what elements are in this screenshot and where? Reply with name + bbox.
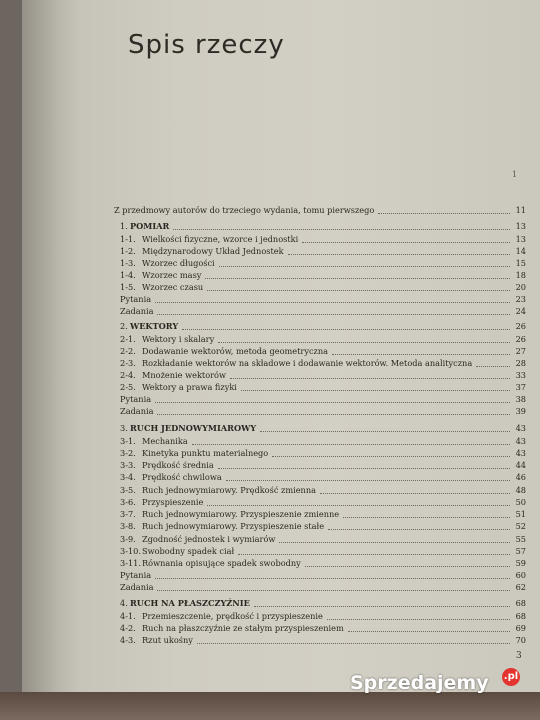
toc-entry-number: 3-7. [120, 509, 136, 519]
toc-entry-row [0, 634, 540, 646]
toc-entry-label: Ruch na płaszczyźnie ze stałym przyspieszeniem [142, 623, 344, 633]
toc-dot-leader [328, 528, 510, 530]
toc-dot-leader [155, 577, 509, 579]
toc-entry-label: Ruch jednowymiarowy. Przyspieszenie zmienne [142, 509, 340, 519]
toc-entry-page: 51 [515, 509, 526, 519]
toc-entry-row [0, 245, 540, 257]
toc-dot-leader [476, 365, 509, 367]
toc-entry-label: Wielkości fizyczne, wzorce i jednostki [142, 234, 299, 244]
toc-entry-row [0, 369, 540, 381]
toc-entry-number: 1-4. [120, 270, 136, 280]
toc-entry-row [0, 496, 540, 508]
toc-dot-leader [155, 301, 509, 303]
toc-entry-row [0, 357, 540, 369]
toc-dot-leader [279, 541, 509, 543]
toc-entry-label: Rzut ukośny [142, 635, 193, 645]
toc-entry-page: 59 [515, 558, 526, 568]
toc-entry-page: 15 [515, 258, 526, 268]
toc-dot-leader [218, 467, 510, 469]
toc-entry-page: 43 [515, 436, 526, 446]
toc-entry-page: 24 [515, 306, 526, 316]
toc-entry-row [0, 459, 540, 471]
toc-entry-page: 69 [515, 623, 526, 633]
toc-entry-label: Zadania [120, 406, 154, 416]
toc-dot-leader [327, 618, 510, 620]
toc-entry-row [0, 557, 540, 569]
toc-entry-label: Rozkładanie wektorów na składowe i dodawanie wektorów. Metoda analityczna [142, 358, 473, 368]
toc-entry-number: 4. [120, 598, 128, 608]
toc-entry-row [0, 545, 540, 557]
toc-entry-page: 23 [515, 294, 526, 304]
toc-entry-row [0, 405, 540, 417]
toc-chapter-row [0, 220, 540, 232]
toc-entry-row [0, 204, 540, 216]
toc-entry-row [0, 581, 540, 593]
toc-entry-row [0, 381, 540, 393]
toc-entry-page: 68 [515, 611, 526, 621]
toc-entry-number: 3-6. [120, 497, 136, 507]
toc-entry-number: 3. [120, 423, 128, 433]
toc-dot-leader [378, 212, 509, 214]
toc-entry-number: 4-3. [120, 635, 136, 645]
toc-entry-page: 52 [515, 521, 526, 531]
toc-entry-page: 33 [515, 370, 526, 380]
toc-entry-label: Kinetyka punktu materialnego [142, 448, 269, 458]
toc-entry-row [0, 610, 540, 622]
toc-entry-page: 37 [515, 382, 526, 392]
toc-entry-row [0, 281, 540, 293]
toc-entry-page: 39 [515, 406, 526, 416]
toc-entry-number: 4-1. [120, 611, 136, 621]
toc-entry-number: 1-3. [120, 258, 136, 268]
page-title: Spis rzeczy [128, 30, 285, 60]
toc-entry-page: 68 [515, 598, 526, 608]
toc-entry-label: Międzynarodowy Układ Jednostek [142, 246, 284, 256]
toc-entry-page: 48 [515, 485, 526, 495]
toc-entry-label: Pytania [120, 394, 152, 404]
toc-dot-leader [192, 443, 510, 445]
page-number: 3 [516, 651, 522, 661]
toc-dot-leader [197, 642, 510, 644]
toc-entry-row [0, 520, 540, 532]
toc-entry-number: 3-4. [120, 472, 136, 482]
toc-dot-leader [157, 413, 509, 415]
toc-entry-label: Zgodność jednostek i wymiarów [142, 534, 276, 544]
toc-entry-page: 13 [515, 221, 526, 231]
toc-entry-row [0, 447, 540, 459]
toc-entry-label: RUCH JEDNOWYMIAROWY [130, 423, 257, 433]
toc-dot-leader [205, 277, 509, 279]
toc-entry-label: Zadania [120, 582, 154, 592]
toc-dot-leader [288, 253, 510, 255]
toc-entry-page: 46 [515, 472, 526, 482]
toc-entry-label: Zadania [120, 306, 154, 316]
toc-entry-row [0, 305, 540, 317]
toc-entry-label: POMIAR [130, 221, 170, 231]
toc-entry-number: 3-1. [120, 436, 136, 446]
toc-entry-label: Przemieszczenie, prędkość i przyspieszenie [142, 611, 323, 621]
toc-entry-number: 1. [120, 221, 128, 231]
toc-entry-label: Z przedmowy autorów do trzeciego wydania, tomu pierwszego [114, 205, 375, 215]
toc-entry-page: 70 [515, 635, 526, 645]
toc-entry-page: 11 [515, 205, 526, 215]
toc-entry-page: 43 [515, 423, 526, 433]
toc-entry-number: 3-2. [120, 448, 136, 458]
toc-entry-number: 1-1. [120, 234, 136, 244]
toc-entry-page: 26 [515, 321, 526, 331]
toc-dot-leader [302, 241, 509, 243]
toc-entry-number: 4-2. [120, 623, 136, 633]
toc-entry-label: Wektory i skalary [142, 334, 215, 344]
toc-dot-leader [241, 389, 510, 391]
toc-entry-label: RUCH NA PŁASZCZYŹNIE [130, 598, 250, 608]
toc-entry-page: 26 [515, 334, 526, 344]
toc-entry-label: Pytania [120, 570, 152, 580]
toc-entry-number: 2-2. [120, 346, 136, 356]
toc-entry-row [0, 484, 540, 496]
watermark-badge: .pl [502, 668, 520, 686]
toc-entry-label: Dodawanie wektorów, metoda geometryczna [142, 346, 329, 356]
toc-entry-number: 1-2. [120, 246, 136, 256]
toc-dot-leader [207, 289, 509, 291]
toc-entry-row [0, 622, 540, 634]
toc-dot-leader [348, 630, 510, 632]
toc-chapter-row [0, 597, 540, 609]
toc-entry-page: 14 [515, 246, 526, 256]
toc-entry-label: WEKTORY [130, 321, 179, 331]
toc-dot-leader [260, 430, 509, 432]
toc-entry-page: 38 [515, 394, 526, 404]
toc-dot-leader [230, 377, 510, 379]
toc-entry-page: 55 [515, 534, 526, 544]
toc-dot-leader [343, 516, 509, 518]
table-surface [0, 692, 540, 720]
toc-dot-leader [332, 353, 510, 355]
toc-entry-row [0, 269, 540, 281]
toc-dot-leader [305, 565, 510, 567]
toc-entry-number: 3-10. [120, 546, 141, 556]
toc-entry-page: 28 [515, 358, 526, 368]
toc-entry-row [0, 471, 540, 483]
toc-dot-leader [182, 328, 509, 330]
toc-entry-page: 27 [515, 346, 526, 356]
toc-entry-number: 3-9. [120, 534, 136, 544]
toc-chapter-row [0, 422, 540, 434]
toc-entry-row [0, 393, 540, 405]
corner-mark: 1 [512, 170, 518, 179]
toc-entry-label: Przyspieszenie [142, 497, 204, 507]
toc-entry-number: 3-11. [120, 558, 141, 568]
toc-entry-label: Swobodny spadek ciał [142, 546, 235, 556]
toc-entry-label: Mechanika [142, 436, 188, 446]
toc-entry-row [0, 257, 540, 269]
toc-entry-label: Mnożenie wektorów [142, 370, 226, 380]
toc-entry-page: 62 [515, 582, 526, 592]
toc-entry-row [0, 333, 540, 345]
toc-entry-label: Ruch jednowymiarowy. Przyspieszenie stałe [142, 521, 325, 531]
toc-dot-leader [207, 504, 509, 506]
toc-entry-label: Ruch jednowymiarowy. Prędkość zmienna [142, 485, 316, 495]
toc-entry-label: Wzorzec masy [142, 270, 202, 280]
toc-entry-row [0, 533, 540, 545]
toc-entry-number: 3-3. [120, 460, 136, 470]
toc-entry-page: 13 [515, 234, 526, 244]
toc-chapter-row [0, 320, 540, 332]
toc-dot-leader [254, 605, 510, 607]
toc-entry-page: 44 [515, 460, 526, 470]
toc-entry-row [0, 435, 540, 447]
toc-entry-label: Prędkość średnia [142, 460, 214, 470]
toc-entry-label: Równania opisujące spadek swobodny [142, 558, 301, 568]
toc-entry-row [0, 293, 540, 305]
toc-entry-number: 2-1. [120, 334, 136, 344]
toc-dot-leader [320, 492, 510, 494]
toc-dot-leader [272, 455, 509, 457]
toc-entry-number: 3-8. [120, 521, 136, 531]
toc-entry-page: 43 [515, 448, 526, 458]
toc-entry-label: Wektory a prawa fizyki [142, 382, 237, 392]
toc-entry-row [0, 233, 540, 245]
toc-entry-number: 2-5. [120, 382, 136, 392]
toc-dot-leader [226, 479, 510, 481]
toc-entry-number: 3-5. [120, 485, 136, 495]
toc-entry-label: Wzorzec czasu [142, 282, 204, 292]
toc-dot-leader [173, 228, 509, 230]
toc-entry-row [0, 508, 540, 520]
toc-dot-leader [218, 341, 509, 343]
toc-entry-row [0, 569, 540, 581]
toc-dot-leader [157, 589, 509, 591]
toc-entry-number: 1-5. [120, 282, 136, 292]
toc-entry-number: 2-3. [120, 358, 136, 368]
toc-entry-page: 60 [515, 570, 526, 580]
toc-dot-leader [238, 553, 509, 555]
watermark-logo: Sprzedajemy [350, 672, 489, 694]
toc-entry-label: Wzorzec długości [142, 258, 215, 268]
toc-entry-page: 20 [515, 282, 526, 292]
toc-entry-page: 50 [515, 497, 526, 507]
toc-entry-row [0, 345, 540, 357]
toc-dot-leader [157, 313, 509, 315]
toc-entry-number: 2-4. [120, 370, 136, 380]
toc-entry-page: 18 [515, 270, 526, 280]
toc-entry-label: Pytania [120, 294, 152, 304]
toc-entry-page: 57 [515, 546, 526, 556]
toc-dot-leader [219, 265, 510, 267]
toc-entry-number: 2. [120, 321, 128, 331]
toc-entry-label: Prędkość chwilowa [142, 472, 222, 482]
toc-dot-leader [155, 401, 509, 403]
